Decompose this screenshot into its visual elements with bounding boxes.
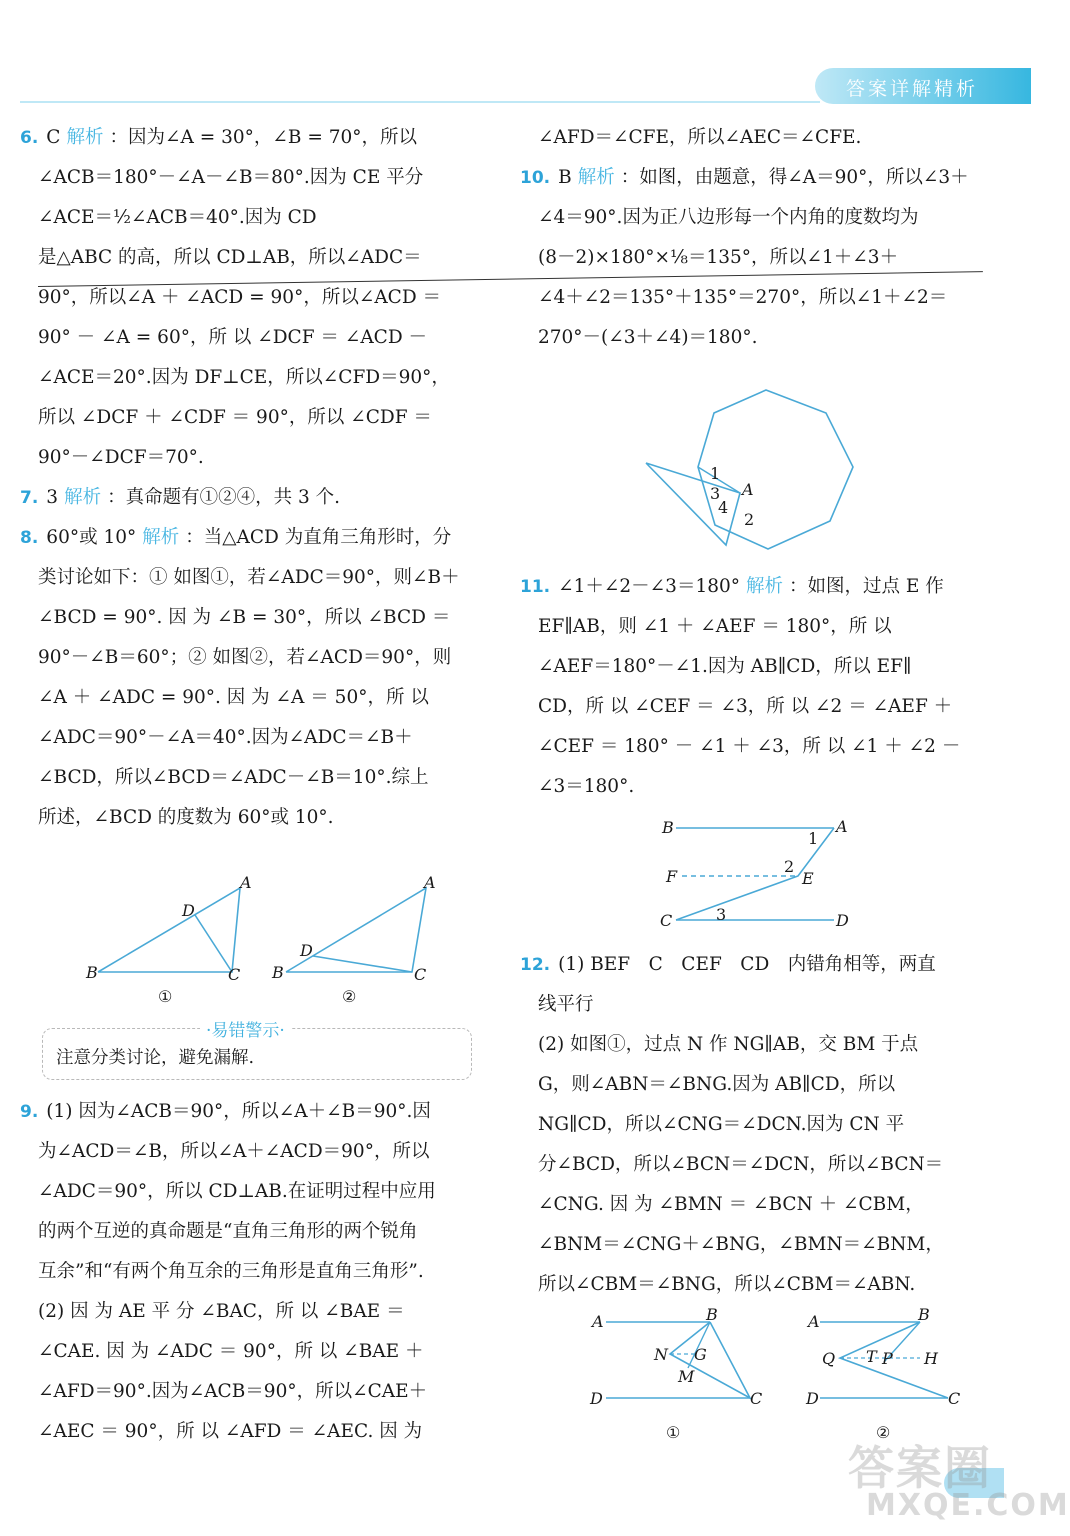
- q9-line-4: 互余”和“有两个角互余的三角形是直角三角形”.: [38, 1261, 424, 1282]
- q9-line-5: (2) 因 为 AE 平 分 ∠BAC，所 以 ∠BAE ＝: [38, 1301, 405, 1322]
- q6-line-1: ∠ACB＝180°－∠A－∠B＝80°.因为 CE 平分: [38, 167, 424, 188]
- q7-number: 7.: [20, 488, 39, 508]
- svg-text:C: C: [750, 1389, 763, 1408]
- svg-text:P: P: [882, 1349, 893, 1368]
- q11-block: [520, 567, 990, 807]
- q6-line-0: [20, 118, 482, 158]
- q12-figure-2-svg: [804, 1306, 984, 1446]
- svg-text:A: A: [836, 817, 848, 836]
- q12-figure-1-svg: [590, 1306, 770, 1446]
- q8-answer: 60°或 10°: [46, 527, 137, 548]
- q6-line-5: 90° － ∠A = 60°，所 以 ∠DCF ＝ ∠ACD －: [38, 327, 428, 348]
- q9-line-8: ∠AEC ＝ 90°，所 以 ∠AFD ＝ ∠AEC. 因 为: [38, 1421, 423, 1442]
- q12-line-8: 所以∠CBM＝∠BNG，所以∠CBM＝∠ABN.: [538, 1274, 916, 1295]
- q12-line-2: (2) 如图①，过点 N 作 NG∥AB，交 BM 于点: [538, 1034, 919, 1055]
- q6-line-8: 90°－∠DCF＝70°.: [38, 447, 204, 468]
- q6-number: 6.: [20, 128, 39, 148]
- q12-line-7: ∠BNM＝∠CNG＋∠BNG，∠BMN＝∠BNM，: [538, 1234, 944, 1255]
- right-column: [520, 118, 990, 358]
- q8-figure-2-label: ②: [342, 987, 357, 1006]
- svg-text:B: B: [272, 963, 284, 982]
- q9-line-0: [20, 1092, 482, 1132]
- q11-line-3: CD，所 以 ∠CEF ＝ ∠3，所 以 ∠2 ＝ ∠AEF ＋: [538, 696, 953, 717]
- q10-line-3: ∠4＋∠2＝135°＋135°＝270°，所以∠1＋∠2＝: [538, 287, 948, 308]
- q12-line-6: ∠CNG. 因 为 ∠BMN ＝ ∠BCN ＋ ∠CBM，: [538, 1194, 924, 1215]
- q11-figure: [660, 812, 860, 932]
- svg-text:2: 2: [784, 857, 795, 876]
- q11-number: 11.: [520, 577, 551, 597]
- q12-figure-2: [804, 1306, 984, 1446]
- svg-text:B: B: [662, 818, 674, 837]
- svg-text:B: B: [706, 1305, 718, 1324]
- q9-line-1: 为∠ACD＝∠B，所以∠A＋∠ACD＝90°，所以: [38, 1141, 430, 1162]
- q6-line-4: 90°，所以∠A ＋ ∠ACD = 90°，所以∠ACD ＝: [38, 287, 442, 308]
- svg-text:A: A: [808, 1312, 820, 1331]
- q11-parallel-svg: [660, 812, 860, 932]
- q8-line-7: 所述，∠BCD 的度数为 60°或 10°.: [38, 807, 334, 828]
- q6-analysis-label: 解析: [66, 127, 104, 148]
- q11-line-0: [520, 567, 990, 607]
- watermark-logo: 答案圈: [848, 1441, 992, 1495]
- q8-figure-2-svg: [268, 870, 448, 1010]
- q10-line-2: (8－2)×180°×⅛＝135°，所以∠1＋∠3＋: [538, 247, 899, 268]
- q9-line-2: ∠ADC＝90°，所以 CD⊥AB.在证明过程中应用: [38, 1181, 436, 1202]
- svg-text:Q: Q: [822, 1349, 836, 1368]
- svg-text:A: A: [240, 873, 252, 892]
- q12-line-5: 分∠BCD，所以∠BCN＝∠DCN，所以∠BCN＝: [538, 1154, 944, 1175]
- svg-text:3: 3: [710, 484, 721, 503]
- q10-number: 10.: [520, 168, 551, 188]
- q10-line-1: ∠4＝90°.因为正八边形每一个内角的度数均为: [538, 207, 919, 228]
- svg-text:2: 2: [744, 510, 755, 529]
- svg-text:E: E: [802, 869, 814, 888]
- q7-answer: 3: [46, 487, 59, 508]
- q9-text-0: (1) 因为∠ACB＝90°，所以∠A＋∠B＝90°.因: [46, 1101, 431, 1122]
- q8-line-3: 90°－∠B＝60°；② 如图②，若∠ACD＝90°，则: [38, 647, 452, 668]
- svg-text:4: 4: [718, 498, 729, 517]
- q8-analysis-label: 解析: [142, 527, 180, 548]
- q12-line-0: [520, 945, 990, 985]
- svg-text:A: A: [742, 480, 754, 499]
- q12-figure-2-label: ②: [876, 1423, 891, 1442]
- q6-answer: C: [46, 127, 61, 148]
- q6-line-2: ∠ACE＝½∠ACB＝40°.因为 CD: [38, 207, 317, 228]
- q8-line-0: [20, 518, 482, 558]
- q10-figure: [640, 385, 870, 560]
- q7-text: ：真命题有①②④，共 3 个.: [107, 487, 341, 508]
- svg-text:C: C: [660, 911, 673, 930]
- svg-text:3: 3: [716, 905, 727, 924]
- q12-number: 12.: [520, 955, 551, 975]
- q6-line-3: 是△ABC 的高，所以 CD⊥AB，所以∠ADC＝: [38, 247, 422, 268]
- q11-line-5: ∠3＝180°.: [538, 776, 635, 797]
- q8-number: 8.: [20, 528, 39, 548]
- header-title: 答案详解精析: [846, 78, 979, 100]
- q8-line-5: ∠ADC＝90°－∠A＝40°.因为∠ADC＝∠B＋: [38, 727, 413, 748]
- q6-text-0: ：因为∠A = 30°，∠B = 70°，所以: [109, 127, 418, 148]
- q8-figure-1: [80, 870, 260, 1010]
- q8-figure-1-svg: [80, 870, 260, 1010]
- q10-octagon-svg: [640, 385, 870, 560]
- q9-tail: ∠AFD＝∠CFE，所以∠AEC＝∠CFE.: [538, 127, 862, 148]
- svg-text:F: F: [666, 867, 678, 886]
- svg-text:N: N: [654, 1345, 668, 1364]
- q9-number: 9.: [20, 1102, 39, 1122]
- q12-figure-1: [590, 1306, 770, 1446]
- q12-block: [520, 945, 990, 1305]
- svg-text:C: C: [414, 965, 427, 984]
- svg-text:C: C: [228, 965, 241, 984]
- q10-text-0: ：如图，由题意，得∠A＝90°，所以∠3＋: [620, 167, 969, 188]
- svg-text:D: D: [590, 1389, 603, 1408]
- watermark-url: MXQE.COM: [866, 1488, 1070, 1523]
- q9-line-6: ∠CAE. 因 为 ∠ADC ＝ 90°，所 以 ∠BAE ＋: [38, 1341, 424, 1362]
- svg-text:1: 1: [808, 829, 819, 848]
- q12-text-0: (1) BEF C CEF CD 内错角相等，两直: [558, 954, 936, 975]
- svg-text:B: B: [918, 1305, 930, 1324]
- svg-text:1: 1: [710, 464, 721, 483]
- svg-text:D: D: [806, 1389, 819, 1408]
- tip-title: ·易错警示·: [200, 1016, 291, 1041]
- svg-text:D: D: [300, 941, 313, 960]
- left-column: [20, 118, 482, 838]
- q6-line-6: ∠ACE＝20°.因为 DF⊥CE，所以∠CFD＝90°，: [38, 367, 450, 388]
- q12-figure-1-label: ①: [666, 1423, 681, 1442]
- q8-figure-1-label: ①: [158, 987, 173, 1006]
- svg-text:T: T: [866, 1347, 877, 1366]
- q8-line-1: 类讨论如下：① 如图①，若∠ADC＝90°，则∠B＋: [38, 567, 460, 588]
- q11-line-4: ∠CEF ＝ 180° － ∠1 ＋ ∠3，所 以 ∠1 ＋ ∠2 －: [538, 736, 961, 757]
- q12-line-4: NG∥CD，所以∠CNG＝∠DCN.因为 CN 平: [538, 1114, 905, 1135]
- q7-analysis-label: 解析: [64, 487, 102, 508]
- q12-line-3: G，则∠ABN＝∠BNG.因为 AB∥CD，所以: [538, 1074, 896, 1095]
- q9-line-3: 的两个互逆的真命题是“直角三角形的两个锐角: [38, 1221, 418, 1242]
- q9-block: [20, 1092, 482, 1452]
- q10-answer: B: [558, 167, 572, 188]
- q8-text-0: ：当△ACD 为直角三角形时，分: [185, 527, 452, 548]
- q11-line-2: ∠AEF＝180°－∠1.因为 AB∥CD，所以 EF∥: [538, 656, 912, 677]
- q10-line-4: 270°－(∠3＋∠4)＝180°.: [538, 327, 758, 348]
- q11-answer: ∠1＋∠2－∠3＝180°: [558, 576, 740, 597]
- q6-line-7: 所以 ∠DCF ＋ ∠CDF ＝ 90°，所以 ∠CDF ＝: [38, 407, 432, 428]
- q10-analysis-label: 解析: [577, 167, 615, 188]
- q12-line-1: 线平行: [538, 994, 594, 1015]
- header-rule: [20, 101, 820, 103]
- svg-text:D: D: [836, 911, 849, 930]
- svg-text:G: G: [694, 1345, 707, 1364]
- q11-line-1: EF∥AB，则 ∠1 ＋ ∠AEF ＝ 180°，所 以: [538, 616, 892, 637]
- svg-text:A: A: [592, 1312, 604, 1331]
- q8-line-2: ∠BCD = 90°. 因 为 ∠B = 30°，所以 ∠BCD ＝: [38, 607, 451, 628]
- q10-line-0: [520, 158, 990, 198]
- svg-text:A: A: [424, 873, 436, 892]
- q9-line-7: ∠AFD＝90°.因为∠ACB＝90°，所以∠CAE＋: [38, 1381, 428, 1402]
- svg-text:M: M: [678, 1367, 695, 1386]
- tip-text: 注意分类讨论，避免漏解.: [56, 1048, 255, 1068]
- q7-line: [20, 478, 482, 518]
- q8-line-4: ∠A ＋ ∠ADC = 90°. 因 为 ∠A ＝ 50°，所 以: [38, 687, 429, 708]
- svg-text:D: D: [182, 901, 195, 920]
- q11-text-0: ：如图，过点 E 作: [789, 576, 944, 597]
- svg-text:H: H: [924, 1349, 938, 1368]
- q8-figure-2: [268, 870, 448, 1010]
- svg-text:B: B: [86, 963, 98, 982]
- q8-line-6: ∠BCD，所以∠BCD＝∠ADC－∠B＝10°.综上: [38, 767, 429, 788]
- svg-text:C: C: [948, 1389, 961, 1408]
- q11-analysis-label: 解析: [746, 576, 784, 597]
